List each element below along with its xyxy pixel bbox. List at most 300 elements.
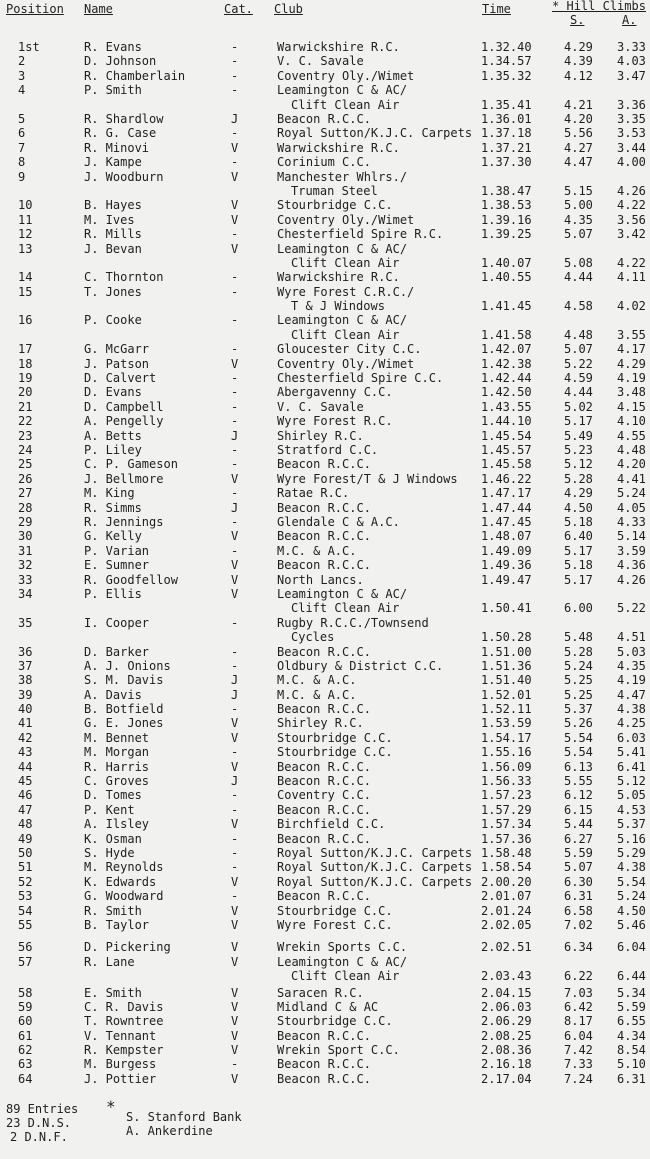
position-header: Position	[6, 2, 64, 16]
ankerdine-time-cell: 3.55	[617, 327, 646, 342]
position-cell: 17	[18, 342, 33, 357]
ankerdine-time-cell: 4.17	[617, 342, 646, 357]
rider-name-cell: G. McGarr	[84, 342, 150, 357]
ankerdine-time-cell: 4.05	[617, 500, 646, 515]
club-cell: Shirley R.C.	[277, 716, 364, 731]
club-cell: Beacon R.C.C.	[277, 529, 371, 544]
ankerdine-time-cell: 4.00	[617, 155, 646, 170]
ankerdine-time-cell: 5.54	[617, 874, 646, 889]
ankerdine-time-cell: 4.51	[617, 630, 646, 645]
category-cell: V	[231, 985, 239, 1000]
club-cell: Beacon R.C.C.	[277, 1071, 371, 1086]
ankerdine-time-cell: 6.55	[617, 1014, 646, 1029]
time-cell: 1.35.41	[481, 97, 532, 112]
time-cell: 1.58.48	[481, 845, 532, 860]
category-cell: V	[231, 716, 239, 731]
category-cell: V	[231, 572, 239, 587]
table-row	[0, 955, 650, 984]
ankerdine-time-cell: 5.29	[617, 845, 646, 860]
position-cell: 46	[18, 788, 33, 803]
table-row	[0, 141, 650, 155]
ankerdine-time-cell: 6.41	[617, 759, 646, 774]
rider-name-cell: P. Smith	[84, 83, 142, 98]
rider-name-cell: C. P. Gameson	[84, 457, 178, 472]
time-cell: 2.01.24	[481, 903, 532, 918]
club-continuation-cell: Clift Clean Air	[291, 969, 400, 984]
category-header: Cat.	[224, 2, 253, 16]
rider-name-cell: E. Smith	[84, 985, 142, 1000]
category-cell: -	[231, 831, 239, 846]
position-cell: 56	[18, 940, 33, 955]
rider-name-cell: M. Morgan	[84, 745, 150, 760]
table-row	[0, 155, 650, 169]
stanford-time-cell: 4.59	[564, 371, 593, 386]
stanford-time-cell: 5.07	[564, 227, 593, 242]
club-cell: Midland C & AC	[277, 999, 379, 1014]
table-row	[0, 860, 650, 874]
ankerdine-time-cell: 3.35	[617, 111, 646, 126]
stanford-time-cell: 5.28	[564, 644, 593, 659]
table-row	[0, 400, 650, 414]
stanford-time-cell: 5.26	[564, 716, 593, 731]
time-cell: 1.45.57	[481, 443, 532, 458]
table-row	[0, 371, 650, 385]
stanford-time-cell: 5.54	[564, 745, 593, 760]
category-cell: V	[231, 874, 239, 889]
rider-name-cell: K. Osman	[84, 831, 142, 846]
ankerdine-time-cell: 4.35	[617, 658, 646, 673]
rider-name-cell: G. Woodward	[84, 889, 164, 904]
stanford-time-cell: 6.22	[564, 969, 593, 984]
position-cell: 55	[18, 917, 33, 932]
club-cell: Royal Sutton/K.J.C. Carpets	[277, 845, 473, 860]
position-cell: 8	[18, 155, 26, 170]
table-row	[0, 1043, 650, 1057]
position-cell: 31	[18, 543, 33, 558]
table-row	[0, 918, 650, 932]
stanford-time-cell: 5.02	[564, 399, 593, 414]
time-cell: 1.47.17	[481, 486, 532, 501]
ankerdine-time-cell: 4.29	[617, 356, 646, 371]
category-cell: -	[231, 313, 239, 328]
position-cell: 16	[18, 313, 33, 328]
table-row	[0, 112, 650, 126]
rider-name-cell: S. Hyde	[84, 845, 135, 860]
time-cell: 1.49.36	[481, 558, 532, 573]
stanford-time-cell: 4.12	[564, 68, 593, 83]
stanford-time-cell: 5.17	[564, 572, 593, 587]
rider-name-cell: T. Rowntree	[84, 1014, 164, 1029]
table-row	[0, 486, 650, 500]
ankerdine-time-cell: 5.03	[617, 644, 646, 659]
category-cell: -	[231, 514, 239, 529]
ankerdine-time-cell: 5.37	[617, 817, 646, 832]
ankerdine-legend: A. Ankerdine	[126, 1124, 213, 1138]
time-cell: 1.32.40	[481, 40, 532, 54]
time-cell: 1.38.53	[481, 198, 532, 213]
table-row	[0, 616, 650, 645]
category-cell: -	[231, 644, 239, 659]
name-header: Name	[84, 2, 113, 16]
category-cell: -	[231, 371, 239, 386]
position-cell: 6	[18, 126, 26, 141]
results-footer	[0, 1097, 650, 1159]
ankerdine-time-cell: 4.26	[617, 183, 646, 198]
time-cell: 1.37.30	[481, 155, 532, 170]
category-cell: -	[231, 788, 239, 803]
category-cell: V	[231, 198, 239, 213]
club-cell: Wrekin Sport C.C.	[277, 1043, 400, 1058]
table-row	[0, 940, 650, 954]
stanford-time-cell: 5.49	[564, 428, 593, 443]
stanford-time-cell: 5.48	[564, 630, 593, 645]
position-cell: 23	[18, 428, 33, 443]
category-cell: V	[231, 140, 239, 155]
time-cell: 1.53.59	[481, 716, 532, 731]
time-cell: 1.37.21	[481, 140, 532, 155]
stanford-time-cell: 7.03	[564, 985, 593, 1000]
rider-name-cell: T. Jones	[84, 284, 142, 299]
position-cell: 28	[18, 500, 33, 515]
ankerdine-time-cell: 3.42	[617, 227, 646, 242]
ankerdine-time-cell: 5.34	[617, 985, 646, 1000]
club-cell: Beacon R.C.C.	[277, 457, 371, 472]
table-row	[0, 774, 650, 788]
position-cell: 62	[18, 1043, 33, 1058]
time-cell: 1.41.45	[481, 299, 532, 314]
stanford-time-cell: 5.17	[564, 543, 593, 558]
club-cell: Beacon R.C.C.	[277, 702, 371, 717]
table-row	[0, 659, 650, 673]
time-cell: 1.57.36	[481, 831, 532, 846]
ankerdine-time-cell: 4.26	[617, 572, 646, 587]
ankerdine-time-cell: 5.41	[617, 745, 646, 760]
position-cell: 57	[18, 954, 33, 969]
stanford-time-cell: 6.15	[564, 802, 593, 817]
rider-name-cell: J. Woodburn	[84, 169, 164, 184]
ankerdine-time-cell: 4.22	[617, 198, 646, 213]
ankerdine-time-cell: 4.11	[617, 270, 646, 285]
rider-name-cell: A. Davis	[84, 687, 142, 702]
stanford-time-cell: 4.44	[564, 270, 593, 285]
stanford-bank-legend: S. Stanford Bank	[126, 1110, 242, 1124]
category-cell: J	[231, 428, 239, 443]
table-row	[0, 788, 650, 802]
stanford-time-cell: 4.48	[564, 327, 593, 342]
rider-name-cell: J. Pottier	[84, 1071, 157, 1086]
ankerdine-time-cell: 5.59	[617, 999, 646, 1014]
stanford-time-cell: 5.56	[564, 126, 593, 141]
ankerdine-time-cell: 4.50	[617, 903, 646, 918]
table-row	[0, 702, 650, 716]
ankerdine-time-cell: 6.03	[617, 730, 646, 745]
club-cell: Wyre Forest C.R.C./	[277, 284, 415, 299]
category-cell: -	[231, 443, 239, 458]
table-row	[0, 731, 650, 745]
club-cell: Warwickshire R.C.	[277, 140, 400, 155]
time-cell: 1.54.17	[481, 730, 532, 745]
ankerdine-time-cell: 3.33	[617, 40, 646, 54]
position-cell: 64	[18, 1071, 33, 1086]
ankerdine-time-cell: 4.34	[617, 1028, 646, 1043]
stanford-time-cell: 5.44	[564, 817, 593, 832]
position-cell: 24	[18, 443, 33, 458]
stanford-time-cell: 6.31	[564, 889, 593, 904]
club-cell: Chesterfield Spire R.C.	[277, 227, 444, 242]
rider-name-cell: A. Ilsley	[84, 817, 150, 832]
position-cell: 43	[18, 745, 33, 760]
position-cell: 26	[18, 471, 33, 486]
category-cell: V	[231, 730, 239, 745]
ankerdine-time-cell: 4.10	[617, 414, 646, 429]
club-cell: Royal Sutton/K.J.C. Carpets	[277, 860, 473, 875]
category-cell: V	[231, 999, 239, 1014]
table-row	[0, 40, 650, 54]
results-table	[0, 40, 650, 1086]
rider-name-cell: G. Kelly	[84, 529, 142, 544]
category-cell: V	[231, 529, 239, 544]
time-cell: 1.42.07	[481, 342, 532, 357]
stanford-time-cell: 4.20	[564, 111, 593, 126]
ankerdine-time-cell: 4.53	[617, 802, 646, 817]
position-cell: 33	[18, 572, 33, 587]
position-cell: 18	[18, 356, 33, 371]
stanford-time-cell: 5.28	[564, 471, 593, 486]
table-row	[0, 313, 650, 342]
category-cell: -	[231, 802, 239, 817]
club-continuation-cell: Clift Clean Air	[291, 601, 400, 616]
category-cell: V	[231, 586, 239, 601]
category-cell: V	[231, 903, 239, 918]
time-cell: 1.56.33	[481, 774, 532, 789]
club-cell: Beacon R.C.C.	[277, 558, 371, 573]
stanford-time-cell: 6.30	[564, 874, 593, 889]
stanford-time-cell: 5.25	[564, 687, 593, 702]
position-cell: 2	[18, 54, 26, 69]
time-cell: 1.42.38	[481, 356, 532, 371]
rider-name-cell: D. Barker	[84, 644, 150, 659]
category-cell: -	[231, 227, 239, 242]
rider-name-cell: R. Simms	[84, 500, 142, 515]
table-row	[0, 673, 650, 687]
position-cell: 42	[18, 730, 33, 745]
rider-name-cell: R. Goodfellow	[84, 572, 178, 587]
club-cell: Royal Sutton/K.J.C. Carpets	[277, 126, 473, 141]
time-cell: 1.45.58	[481, 457, 532, 472]
club-cell: Glendale C & A.C.	[277, 514, 400, 529]
ankerdine-time-cell: 5.16	[617, 831, 646, 846]
stanford-time-cell: 5.59	[564, 845, 593, 860]
category-cell: V	[231, 1014, 239, 1029]
time-cell: 2.08.25	[481, 1028, 532, 1043]
club-cell: Coventry Oly./Wimet	[277, 212, 415, 227]
table-row	[0, 544, 650, 558]
club-cell: Leamington C & AC/	[277, 83, 408, 98]
stanford-time-cell: 5.07	[564, 860, 593, 875]
category-cell: -	[231, 270, 239, 285]
ankerdine-time-cell: 5.22	[617, 601, 646, 616]
club-cell: Ratae R.C.	[277, 486, 350, 501]
time-cell: 2.04.15	[481, 985, 532, 1000]
table-row	[0, 285, 650, 314]
time-cell: 2.01.07	[481, 889, 532, 904]
ankerdine-time-cell: 5.10	[617, 1057, 646, 1072]
table-row	[0, 126, 650, 140]
rider-name-cell: A. Pengelly	[84, 414, 164, 429]
category-cell: -	[231, 40, 239, 54]
club-cell: M.C. & A.C.	[277, 687, 357, 702]
category-cell: V	[231, 212, 239, 227]
category-cell: -	[231, 342, 239, 357]
table-row	[0, 227, 650, 241]
time-cell: 1.52.01	[481, 687, 532, 702]
club-cell: Beacon R.C.C.	[277, 802, 371, 817]
table-row	[0, 342, 650, 356]
time-cell: 1.58.54	[481, 860, 532, 875]
table-row	[0, 846, 650, 860]
time-cell: 1.51.36	[481, 658, 532, 673]
club-cell: Stourbridge C.C.	[277, 1014, 393, 1029]
ankerdine-time-cell: 6.31	[617, 1071, 646, 1086]
club-continuation-cell: Clift Clean Air	[291, 255, 400, 270]
time-cell: 1.49.47	[481, 572, 532, 587]
rider-name-cell: V. Tennant	[84, 1028, 157, 1043]
time-cell: 1.52.11	[481, 702, 532, 717]
rider-name-cell: R. Evans	[84, 40, 142, 54]
club-cell: Beacon R.C.C.	[277, 831, 371, 846]
rider-name-cell: S. M. Davis	[84, 673, 164, 688]
ankerdine-time-cell: 5.46	[617, 917, 646, 932]
position-cell: 44	[18, 759, 33, 774]
position-cell: 30	[18, 529, 33, 544]
rider-name-cell: R. Mills	[84, 227, 142, 242]
time-cell: 2.08.36	[481, 1043, 532, 1058]
position-cell: 59	[18, 999, 33, 1014]
club-cell: Stourbridge C.C.	[277, 730, 393, 745]
time-cell: 1.48.07	[481, 529, 532, 544]
rider-name-cell: D. Johnson	[84, 54, 157, 69]
table-row	[0, 645, 650, 659]
category-cell: -	[231, 399, 239, 414]
position-cell: 38	[18, 673, 33, 688]
time-cell: 1.50.41	[481, 601, 532, 616]
asterisk-note: *	[106, 1097, 116, 1116]
time-cell: 1.57.29	[481, 802, 532, 817]
table-row	[0, 587, 650, 616]
position-cell: 54	[18, 903, 33, 918]
rider-name-cell: D. Pickering	[84, 940, 171, 955]
category-cell: V	[231, 940, 239, 955]
rider-name-cell: D. Calvert	[84, 371, 157, 386]
time-cell: 1.42.50	[481, 385, 532, 400]
club-cell: Abergavenny C.C.	[277, 385, 393, 400]
rider-name-cell: J. Patson	[84, 356, 150, 371]
club-cell: Beacon R.C.C.	[277, 759, 371, 774]
time-cell: 1.47.45	[481, 514, 532, 529]
category-cell: V	[231, 1043, 239, 1058]
club-cell: Manchester Whlrs./	[277, 169, 408, 184]
ankerdine-column-header: A.	[622, 13, 637, 27]
position-cell: 49	[18, 831, 33, 846]
time-cell: 2.03.43	[481, 969, 532, 984]
club-cell: Wyre Forest/T & J Windows	[277, 471, 458, 486]
stanford-time-cell: 8.17	[564, 1014, 593, 1029]
club-cell: Coventry Oly./Wimet	[277, 68, 415, 83]
position-cell: 10	[18, 198, 33, 213]
ankerdine-time-cell: 4.20	[617, 457, 646, 472]
stanford-time-cell: 5.00	[564, 198, 593, 213]
stanford-time-cell: 5.17	[564, 414, 593, 429]
rider-name-cell: A. J. Onions	[84, 658, 171, 673]
position-cell: 32	[18, 558, 33, 573]
ankerdine-time-cell: 5.14	[617, 529, 646, 544]
position-cell: 45	[18, 774, 33, 789]
dnf-count: 2 D.N.F.	[10, 1130, 68, 1144]
stanford-time-cell: 5.37	[564, 702, 593, 717]
position-cell: 29	[18, 514, 33, 529]
rider-name-cell: D. Tomes	[84, 788, 142, 803]
ankerdine-time-cell: 4.19	[617, 673, 646, 688]
time-cell: 1.56.09	[481, 759, 532, 774]
category-cell: -	[231, 860, 239, 875]
category-cell: -	[231, 68, 239, 83]
table-row	[0, 198, 650, 212]
category-cell: V	[231, 356, 239, 371]
position-cell: 21	[18, 399, 33, 414]
position-cell: 60	[18, 1014, 33, 1029]
rider-name-cell: P. Ellis	[84, 586, 142, 601]
category-cell: -	[231, 385, 239, 400]
ankerdine-time-cell: 3.36	[617, 97, 646, 112]
rider-name-cell: B. Botfield	[84, 702, 164, 717]
table-row	[0, 875, 650, 889]
ankerdine-time-cell: 4.47	[617, 687, 646, 702]
time-cell: 1.49.09	[481, 543, 532, 558]
time-cell: 1.38.47	[481, 183, 532, 198]
table-row	[0, 414, 650, 428]
stanford-time-cell: 6.58	[564, 903, 593, 918]
table-row	[0, 357, 650, 371]
position-cell: 3	[18, 68, 26, 83]
ankerdine-time-cell: 4.19	[617, 371, 646, 386]
club-cell: Coventry C.C.	[277, 788, 371, 803]
ankerdine-time-cell: 5.12	[617, 774, 646, 789]
stanford-time-cell: 6.42	[564, 999, 593, 1014]
category-cell: V	[231, 817, 239, 832]
table-row	[0, 213, 650, 227]
ankerdine-time-cell: 3.56	[617, 212, 646, 227]
table-row	[0, 760, 650, 774]
rider-name-cell: R. Kempster	[84, 1043, 164, 1058]
club-cell: Corinium C.C.	[277, 155, 371, 170]
stanford-time-cell: 7.33	[564, 1057, 593, 1072]
stanford-time-cell: 7.24	[564, 1071, 593, 1086]
table-row	[0, 429, 650, 443]
time-cell: 1.44.10	[481, 414, 532, 429]
rider-name-cell: M. Bennet	[84, 730, 150, 745]
ankerdine-time-cell: 4.03	[617, 54, 646, 69]
stanford-time-cell: 5.55	[564, 774, 593, 789]
category-cell: -	[231, 486, 239, 501]
rider-name-cell: P. Kent	[84, 802, 135, 817]
position-cell: 20	[18, 385, 33, 400]
time-cell: 1.47.44	[481, 500, 532, 515]
club-cell: Rugby R.C.C./Townsend	[277, 615, 429, 630]
rider-name-cell: R. Lane	[84, 954, 135, 969]
time-cell: 1.39.25	[481, 227, 532, 242]
table-row	[0, 170, 650, 199]
rider-name-cell: M. Ives	[84, 212, 135, 227]
